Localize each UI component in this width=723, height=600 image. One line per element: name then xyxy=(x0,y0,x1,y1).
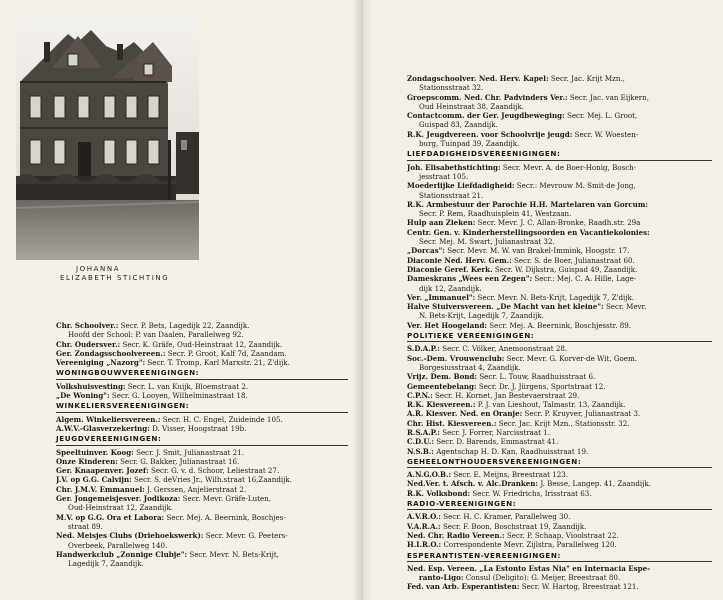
directory-entry xyxy=(407,302,712,311)
directory-entry xyxy=(407,228,712,237)
contact-details: Secr. Mej. A. Beernink, Boschjes- xyxy=(166,512,286,522)
organization-name: Algem. Winkeliersvereen.: xyxy=(56,414,161,424)
contact-details: Secr. Mej. A. Beernink, Boschjesstr. 89. xyxy=(489,320,632,330)
contact-details: Secr. P. Bets, Lagedijk 22, Zaandijk. xyxy=(120,321,250,330)
directory-entry xyxy=(407,111,712,120)
organization-name: Diaconie Ned. Herv. Gem.: xyxy=(407,255,512,265)
continuation-text: Overbeek, Parallelweg 140. xyxy=(68,540,168,550)
organization-name: Ver. Het Hoogeland: xyxy=(407,320,488,330)
entry-continuation xyxy=(407,172,712,181)
directory-entry xyxy=(56,415,348,424)
section-heading: WONINGBOUWVEREENIGINGEN: xyxy=(56,368,348,379)
organization-name: R.K. Armbestuur der Parochie H.H. Martelaren van Gorcum: xyxy=(407,199,648,209)
directory-entry xyxy=(407,428,712,437)
organization-name: Ver. „Immanuel": xyxy=(407,292,476,302)
section-heading: JEUGDVEREENIGINGEN: xyxy=(56,434,348,445)
left-page-listing xyxy=(56,321,348,568)
section-heading: GEHEELONTHOUDERSVEREENIGINGEN: xyxy=(407,457,712,468)
directory-entry xyxy=(407,163,712,172)
organization-name: Handwerkclub „Zonnige Clubje": xyxy=(56,549,188,559)
contact-details: Agentschap H. D. Kan, Raadhuisstraat 19. xyxy=(436,446,589,456)
entry-continuation xyxy=(56,559,348,568)
directory-entry xyxy=(407,382,712,391)
right-page-listing xyxy=(407,74,712,592)
organization-name: Ned. Chr. Radio Vereen.: xyxy=(407,530,505,540)
organization-name: Diaconie Geref. Kerk. xyxy=(407,264,493,274)
contact-details: Secr. Mej. L. Groot, xyxy=(566,111,638,121)
directory-entry xyxy=(56,485,348,494)
organization-name: R.K. Jeugdvereen. voor Schoolvrije jeugd: xyxy=(407,129,573,139)
directory-entry xyxy=(407,489,712,498)
johanna-elizabeth-building-image xyxy=(16,12,199,260)
directory-entry xyxy=(407,512,712,521)
directory-entry xyxy=(407,265,712,274)
directory-entry xyxy=(56,382,348,391)
directory-entry xyxy=(407,582,712,591)
entry-continuation xyxy=(407,573,712,582)
directory-entry xyxy=(56,358,348,367)
directory-entry xyxy=(407,354,712,363)
contact-details: Secr. W. Dijkstra, Guispad 49, Zaandijk. xyxy=(494,264,638,274)
right-page xyxy=(362,0,723,600)
entry-continuation xyxy=(407,102,712,111)
organization-name: Onze Kinderen: xyxy=(56,456,118,466)
directory-entry xyxy=(407,400,712,409)
contact-details: Secr. C. Völker, Anemoonstraat 28. xyxy=(442,344,568,354)
directory-entry xyxy=(407,181,712,190)
contact-details: Secr. Mevr. G. Korver-de Wit, Goem. xyxy=(506,353,637,363)
organization-name: Chr. Oudersver.: xyxy=(56,339,121,349)
organization-name: R.K. Kiesvereen.: xyxy=(407,400,476,410)
contact-details: Secr.: Mevrouw M. Smit-de Jong, xyxy=(516,181,636,191)
contact-details: Secr. J. Forrer, Narcisstraat 1. xyxy=(442,427,550,437)
contact-details: Secr. Mevr. J. C. Allan-Bronke, Raadh.str. 29a xyxy=(477,218,641,228)
contact-details: Secr. T. Tromp, Karl Marxstr. 21, Z'dijk. xyxy=(147,358,290,368)
continuation-text: jesstraat 105. xyxy=(419,171,469,181)
section-heading: LIEFDADIGHEIDSVEREENIGINGEN: xyxy=(407,149,712,160)
organization-name: V.A.R.A.: xyxy=(407,521,441,531)
continuation-text: Guispad 83, Zaandijk. xyxy=(419,120,498,130)
continuation-text: Stationsstraat 21. xyxy=(419,190,484,200)
directory-entry xyxy=(407,246,712,255)
directory-entry xyxy=(407,447,712,456)
caption-line: JOHANNA xyxy=(76,265,121,273)
organization-name: Ned. Meisjes Clubs (Driehoekswerk): xyxy=(56,531,204,541)
organization-name: H.I.R.O.: xyxy=(407,540,442,550)
organization-name: Ger. Knaapenver. Jozef: xyxy=(56,466,149,476)
contact-details: Secr. G. Bakker, Julianastraat 16. xyxy=(120,456,240,466)
continuation-text: Hoofd der School: P. van Daalen, Parallelweg 92. xyxy=(68,330,244,340)
contact-details: P. J. van Lieshout, Talmastr. 13, Zaandijk. xyxy=(477,400,626,410)
continuation-text: Borgesiusstraat 4, Zaandijk. xyxy=(419,362,521,372)
directory-entry xyxy=(407,344,712,353)
contact-details: D. Visser, Hoogstraat 19b. xyxy=(152,423,247,433)
organization-name: A.W.V.-Glasverzekering: xyxy=(56,423,150,433)
entry-continuation xyxy=(407,191,712,200)
contact-details: Secr. Mevr. A. de Boer-Honig, Bosch- xyxy=(502,162,637,172)
contact-details: Secr. P. Schaap, Vioolstraat 22. xyxy=(506,530,619,540)
contact-details: Secr. Mevr. N. Bets-Krijt, Lagedijk 7, Z'dijk. xyxy=(477,292,635,302)
directory-entry xyxy=(407,130,712,139)
left-page xyxy=(0,0,361,600)
organization-name: Gemeentebelang: xyxy=(407,381,477,391)
directory-entry xyxy=(407,93,712,102)
contact-details: Secr. Mevr. N. Bets-Krijt, xyxy=(189,549,279,559)
organization-name: Fed. van Arb. Esperantisten: xyxy=(407,582,520,592)
organization-name: J.V. op G.G. Calvijn: xyxy=(56,475,132,485)
contact-details: Correspondente Mevr. Zijlstra, Parallelweg 120. xyxy=(443,540,617,550)
directory-entry xyxy=(407,200,712,209)
directory-entry xyxy=(56,457,348,466)
organization-name: Halve Stuiversvereen. „De Macht van het kleine": xyxy=(407,302,604,312)
continuation-text: burg, Tuinpad 39, Zaandijk. xyxy=(419,139,520,149)
contact-details: Secr. Jac. Krijt Mzn., Stationsstr. 32. xyxy=(498,418,630,428)
directory-entry xyxy=(56,340,348,349)
directory-entry xyxy=(407,218,712,227)
organization-name: A.V.R.O.: xyxy=(407,512,441,522)
directory-entry xyxy=(407,321,712,330)
contact-details: J. Besse, Langep. 41, Zaandijk. xyxy=(540,479,651,489)
continuation-text: N. Bets-Krijt, Lagedijk 7, Zaandijk. xyxy=(419,311,544,321)
organization-name: C.P.N.: xyxy=(407,390,433,400)
organization-name: M.V. op G.G. Ora et Labora: xyxy=(56,512,165,522)
contact-details: J. Gerssen, Anjelierstraat 2. xyxy=(147,484,247,494)
contact-details: Secr. S. de Boer, Julianastraat 60. xyxy=(513,255,635,265)
continuation-text: straat 89. xyxy=(68,521,103,531)
organization-name: Chr. Hist. Kiesvereen.: xyxy=(407,418,497,428)
contact-details: Secr. F. Boon, Boschstraat 19, Zaandijk. xyxy=(442,521,587,531)
continuation-text: Lagedijk 7, Zaandijk. xyxy=(68,559,144,569)
continuation-text: Secr. Mej. M. Swart, Julianastraat 32. xyxy=(419,237,555,247)
entry-continuation xyxy=(56,503,348,512)
organization-name: Chr. Schoolver.: xyxy=(56,321,119,330)
contact-details: Secr. P. Kruyver, Julianastraat 3. xyxy=(524,409,641,419)
continuation-text: Oud Heinstraat 38, Zaandijk. xyxy=(419,101,524,111)
contact-details: Secr. W. Woesten- xyxy=(574,129,639,139)
contact-details: Secr. W. Hartog, Breestraat 121. xyxy=(521,582,639,592)
organization-name: R.S.A.P.: xyxy=(407,427,440,437)
directory-entry xyxy=(407,479,712,488)
section-heading: WINKELIERSVEREENIGINGEN: xyxy=(56,401,348,412)
organization-name: Ger. Jongemeisjesver. Jodikoza: xyxy=(56,494,181,504)
organization-name: Centr. Gen. v. Kinderherstellingsoorden en Vacantiekolonies: xyxy=(407,227,650,237)
contact-details: Secr. S. deVries Jr., Wilh.straat 16,Zaandijk. xyxy=(134,475,292,485)
directory-entry xyxy=(56,466,348,475)
directory-entry xyxy=(407,531,712,540)
entry-continuation xyxy=(56,522,348,531)
directory-entry xyxy=(56,424,348,433)
entry-continuation xyxy=(407,139,712,148)
organization-name: Speeltuinver. Koog: xyxy=(56,447,134,457)
organization-name: „De Woning": xyxy=(56,391,110,401)
directory-entry xyxy=(407,409,712,418)
photo-caption xyxy=(60,265,210,283)
directory-entry xyxy=(56,475,348,484)
entry-continuation xyxy=(56,330,348,339)
entry-continuation xyxy=(56,541,348,550)
organization-name: A.R. Kiesver. Ned. en Oranje: xyxy=(407,409,523,419)
directory-entry xyxy=(407,74,712,83)
continuation-text: ranto-Ligo: xyxy=(419,573,464,583)
directory-entry xyxy=(56,494,348,503)
organization-name: Joh. Elisabethstichting: xyxy=(407,162,501,172)
directory-entry xyxy=(407,372,712,381)
continuation-text: Oud-Heinstraat 12, Zaandijk. xyxy=(68,503,174,513)
section-heading: POLITIEKE VEREENIGINGEN: xyxy=(407,331,712,342)
directory-entry xyxy=(56,550,348,559)
directory-entry xyxy=(56,513,348,522)
organization-name: Vereeniging „Nazorg": xyxy=(56,358,146,368)
directory-entry xyxy=(407,419,712,428)
contact-details: Secr. Mevr. Gräfe-Luten, xyxy=(182,494,272,504)
contact-details: Secr. L. Touw, Raadhuisstraat 6. xyxy=(479,372,596,382)
organization-name: Moederlijke Liefdadigheid: xyxy=(407,181,515,191)
section-heading: ESPERANTISTEN-VEREENIGINGEN: xyxy=(407,551,712,562)
contact-details: Secr. H. C. Kramer, Parallelweg 30. xyxy=(443,512,571,522)
continuation-text: Stationsstraat 32. xyxy=(419,83,484,93)
contact-details: Secr. Mevr. xyxy=(605,302,647,312)
directory-entry xyxy=(407,564,712,573)
building-photo xyxy=(16,12,199,260)
organization-name: „Dorcas": xyxy=(407,246,445,256)
directory-entry xyxy=(407,274,712,283)
organization-name: Groepscomm. Ned. Chr. Padvinders Ver.: xyxy=(407,92,568,102)
directory-entry xyxy=(407,522,712,531)
directory-entry xyxy=(56,448,348,457)
entry-continuation xyxy=(407,363,712,372)
contact-details: Secr. Jac. Krijt Mzn., xyxy=(550,74,625,83)
entry-continuation xyxy=(407,237,712,246)
organization-name: Zondagschoolver. Ned. Herv. Kapel: xyxy=(407,74,549,83)
organization-name: Ger. Zondagsschoolvereen.: xyxy=(56,348,166,358)
directory-entry xyxy=(407,293,712,302)
contact-details: Secr. P. Groot, Kalf 7d, Zaandam. xyxy=(167,348,287,358)
continuation-text: dijk 12, Zaandijk. xyxy=(419,283,482,293)
organization-name: Hulp aan Zieken: xyxy=(407,218,476,228)
contact-details: Secr. Jac. van Eijkern, xyxy=(569,92,650,102)
contact-details: Secr.: Mej. C. A. Hille, Lage- xyxy=(534,274,637,284)
directory-entry xyxy=(56,349,348,358)
organization-name: A.N.G.O.B.: xyxy=(407,470,452,480)
organization-name: Ned.Ver. t. Afsch. v. Alc.Dranken: xyxy=(407,479,539,489)
organization-name: Soc.-Dem. Vrouwenclub: xyxy=(407,353,505,363)
contact-details: Consul (Deligito): G. Meijer, Breestraat 80. xyxy=(465,573,621,583)
organization-name: Dameskrans „Wees een Zegen": xyxy=(407,274,533,284)
organization-name: Vrijz. Dem. Bond: xyxy=(407,372,478,382)
entry-continuation xyxy=(407,83,712,92)
organization-name: Chr. J.M.V. Emmanuel: xyxy=(56,484,145,494)
continuation-text: Secr. P. Rem, Raadhuisplein 41, Westzaan. xyxy=(419,209,572,219)
organization-name: Contactcomm. der Ger. Jeugdbeweging: xyxy=(407,111,565,121)
contact-details: Secr. G. Looyen, Wilhelminastraat 18. xyxy=(111,391,248,401)
contact-details: Secr. Mevr. G. Peeters- xyxy=(205,531,288,541)
contact-details: Secr. H. C. Engel, Zuideinde 105. xyxy=(162,414,283,424)
contact-details: Secr. H. Kornet, Jan Bestevaerstraat 29. xyxy=(435,390,580,400)
directory-entry xyxy=(407,391,712,400)
organization-name: R.K. Volksbond: xyxy=(407,488,471,498)
organization-name: N.S.B.: xyxy=(407,446,434,456)
directory-entry xyxy=(407,470,712,479)
contact-details: Secr. W. Friedrichs, Irisstraat 63. xyxy=(472,488,592,498)
directory-entry xyxy=(56,531,348,540)
entry-continuation xyxy=(407,120,712,129)
contact-details: Secr. G. v. d. Schoor, Leliestraat 27. xyxy=(150,466,280,476)
directory-entry xyxy=(56,391,348,400)
entry-continuation xyxy=(407,209,712,218)
contact-details: Secr. Mevr. M. W. van Brakel-Immink, Hoogstr. 17. xyxy=(447,246,630,256)
directory-entry xyxy=(407,437,712,446)
organization-name: S.D.A.P.: xyxy=(407,344,440,354)
entry-continuation xyxy=(407,311,712,320)
contact-details: Secr. D. Barends, Emmastraat 41. xyxy=(436,437,559,447)
entry-continuation xyxy=(407,284,712,293)
directory-entry xyxy=(407,256,712,265)
contact-details: Secr. Dr. J. Jürgens, Sportstraat 12. xyxy=(478,381,606,391)
organization-name: Volkshuisvesting: xyxy=(56,381,126,391)
section-heading: RADIO-VEREENIGINGEN: xyxy=(407,499,712,510)
contact-details: Secr. E. Meijns, Breestraat 123. xyxy=(453,470,569,480)
organization-name: C.D.U.: xyxy=(407,437,434,447)
directory-entry xyxy=(407,540,712,549)
directory-entry xyxy=(56,321,348,330)
contact-details: Secr. J. Smit, Julianastraat 21. xyxy=(136,447,244,457)
contact-details: Secr. K. Gräfe, Oud-Heinstraat 12, Zaandijk. xyxy=(122,339,283,349)
organization-name: Ned. Esp. Vereen. „La Estonto Estas Nia" en Internacia Espe- xyxy=(407,563,651,573)
contact-details: Secr. L. van Kuijk, Bloemstraat 2. xyxy=(127,381,249,391)
caption-line: ELIZABETH STICHTING xyxy=(60,274,170,282)
